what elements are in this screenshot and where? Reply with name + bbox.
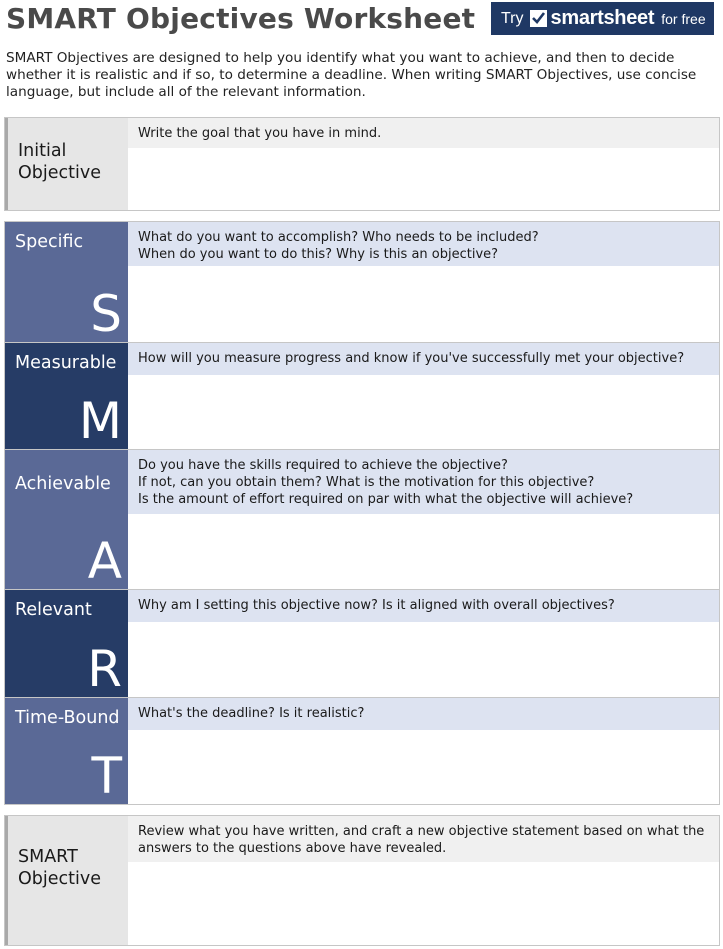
smart-objective-label-cell <box>5 816 128 945</box>
initial-objective-label-cell <box>5 118 128 210</box>
specific-input[interactable] <box>128 266 719 342</box>
measurable-word: Measurable <box>15 353 117 373</box>
time-bound-label-cell <box>5 698 128 804</box>
time-bound-prompt: What's the deadline? Is it realistic? <box>128 698 719 730</box>
time-bound-word: Time-Bound <box>15 708 120 728</box>
measurable-input[interactable] <box>128 375 719 449</box>
initial-objective-label: Initial Objective <box>18 141 101 183</box>
time-bound-input[interactable] <box>128 730 719 804</box>
specific-label-cell <box>5 222 128 342</box>
achievable-prompt: Do you have the skills required to achieve the objective? If not, can you obtain them? What is the motivation for this objective? Is the amount of effort required on par with what the objective will achieve? <box>128 450 719 514</box>
smart-objective-label: SMART Objective <box>18 847 101 889</box>
relevant-label-cell <box>5 590 128 697</box>
page-title: SMART Objectives Worksheet <box>6 2 476 35</box>
achievable-label-cell <box>5 450 128 589</box>
time-bound-letter: T <box>91 747 122 805</box>
specific-word: Specific <box>15 232 84 252</box>
relevant-word: Relevant <box>15 600 92 620</box>
initial-objective-section <box>4 117 720 211</box>
try-label: Try <box>501 9 524 27</box>
smart-objective-input[interactable] <box>128 862 719 945</box>
measurable-letter: M <box>78 392 122 450</box>
achievable-word: Achievable <box>15 474 111 494</box>
smart-row-relevant <box>5 589 719 697</box>
for-free-label: for free <box>661 10 706 27</box>
relevant-letter: R <box>87 640 122 698</box>
smart-row-time-bound <box>5 697 719 804</box>
smartsheet-logo-text: smartsheet <box>550 7 655 29</box>
smart-objective-section <box>4 815 720 946</box>
achievable-letter: A <box>87 532 122 590</box>
smartsheet-check-icon <box>530 10 547 27</box>
smart-criteria-table <box>4 221 720 805</box>
measurable-prompt: How will you measure progress and know if you've successfully met your objective? <box>128 343 719 375</box>
achievable-input[interactable] <box>128 514 719 589</box>
smart-objective-prompt: Review what you have written, and craft a new objective statement based on what the answers to the questions above have revealed. <box>128 816 719 862</box>
intro-paragraph: SMART Objectives are designed to help you identify what you want to achieve, and then to decide whether it is realistic and if so, to determine a deadline. When writing SMART Objectives, use concise language, but include all of the relevant information. <box>6 50 697 100</box>
relevant-prompt: Why am I setting this objective now? Is it aligned with overall objectives? <box>128 590 719 622</box>
smart-row-specific <box>5 222 719 342</box>
smart-row-achievable <box>5 449 719 589</box>
smart-row-measurable <box>5 342 719 449</box>
initial-objective-input[interactable] <box>128 148 719 210</box>
specific-letter: S <box>90 285 122 343</box>
smartsheet-try-button[interactable] <box>491 2 714 35</box>
relevant-input[interactable] <box>128 622 719 697</box>
specific-prompt: What do you want to accomplish? Who needs to be included? When do you want to do this? Why is this an objective? <box>128 222 719 266</box>
initial-objective-prompt: Write the goal that you have in mind. <box>128 118 719 148</box>
measurable-label-cell <box>5 343 128 449</box>
